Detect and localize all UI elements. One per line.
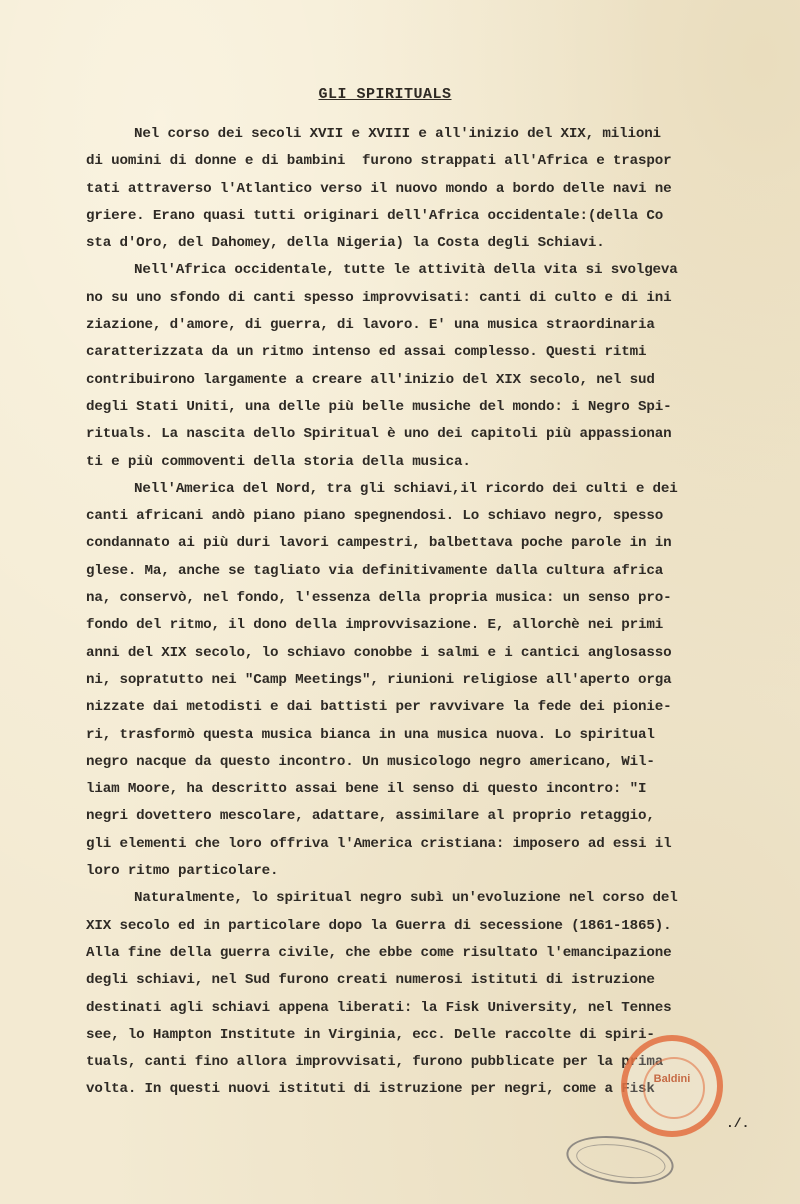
text-line: caratterizzata da un ritmo intenso ed assai complesso. Questi ritmi (86, 344, 647, 361)
text-line: contribuirono largamente a creare all'inizio del XIX secolo, nel sud (86, 371, 655, 388)
text-line: tati attraverso l'Atlantico verso il nuovo mondo a bordo delle navi ne (86, 180, 672, 197)
text-line: Nell'Africa occidentale, tutte le attività della vita si svolgeva (134, 262, 678, 279)
text-line: loro ritmo particolare. (86, 863, 279, 880)
text-line: condannato ai più duri lavori campestri, balbettava poche parole in in (86, 535, 672, 552)
archive-stamp-oval (563, 1130, 676, 1191)
text-line: glese. Ma, anche se tagliato via definitivamente dalla cultura africa (86, 562, 664, 579)
text-line: ni, sopratutto nei "Camp Meetings", riunioni religiose all'aperto orga (86, 671, 672, 688)
document-title: GLI SPIRITUALS (318, 86, 452, 103)
text-line: tuals, canti fino allora improvvisati, furono pubblicate per la prima (86, 1054, 664, 1071)
page-continuation-mark: ./. (726, 1116, 750, 1131)
text-line: ri, trasformò questa musica bianca in una musica nuova. Lo spiritual (86, 726, 655, 743)
text-line: XIX secolo ed in particolare dopo la Guerra di secessione (1861-1865). (86, 917, 672, 934)
library-stamp-round (621, 1035, 723, 1137)
text-line: ziazione, d'amore, di guerra, di lavoro. E' una musica straordinaria (86, 317, 655, 334)
text-line: gli elementi che loro offriva l'America cristiana: imposero ad essi il (86, 835, 672, 852)
text-line: Nell'America del Nord, tra gli schiavi,il ricordo dei culti e dei (134, 480, 678, 497)
text-line: negri dovettero mescolare, adattare, assimilare al proprio retaggio, (86, 808, 655, 825)
text-line: griere. Erano quasi tutti originari dell'Africa occidentale:(della Co (86, 207, 664, 224)
text-line: fondo del ritmo, il dono della improvvisazione. E, allorchè nei primi (86, 617, 664, 634)
text-line: sta d'Oro, del Dahomey, della Nigeria) la Costa degli Schiavi. (86, 235, 605, 252)
text-line: volta. In questi nuovi istituti di istruzione per negri, come a Fisk (86, 1081, 655, 1098)
text-line: na, conservò, nel fondo, l'essenza della propria musica: un senso pro- (86, 590, 672, 607)
text-line: see, lo Hampton Institute in Virginia, ecc. Delle raccolte di spiri- (86, 1026, 655, 1043)
text-line: Alla fine della guerra civile, che ebbe come risultato l'emancipazione (86, 944, 672, 961)
text-line: no su uno sfondo di canti spesso improvvisati: canti di culto e di ini (86, 289, 672, 306)
text-line: destinati agli schiavi appena liberati: la Fisk University, nel Tennes (86, 999, 672, 1016)
document-body (86, 121, 764, 1104)
text-line: ti e più commoventi della storia della musica. (86, 453, 471, 470)
text-line: liam Moore, ha descritto assai bene il senso di questo incontro: "I (86, 781, 647, 798)
text-line: rituals. La nascita dello Spiritual è uno dei capitoli più appassionan (86, 426, 672, 443)
oval-stamp-inner-ring (574, 1139, 668, 1183)
text-line: anni del XIX secolo, lo schiavo conobbe i salmi e i cantici anglosasso (86, 644, 672, 661)
text-line: nizzate dai metodisti e dai battisti per ravvivare la fede dei pionie- (86, 699, 672, 716)
text-line: degli Stati Uniti, una delle più belle musiche del mondo: i Negro Spi- (86, 398, 672, 415)
text-line: degli schiavi, nel Sud furono creati numerosi istituti di istruzione (86, 972, 655, 989)
text-line: negro nacque da questo incontro. Un musicologo negro americano, Wil- (86, 753, 655, 770)
stamp-text: Baldini (653, 1073, 691, 1085)
stamp-inner-ring (643, 1057, 705, 1119)
text-line: di uomini di donne e di bambini furono strappati all'Africa e traspor (86, 153, 672, 170)
text-line: Naturalmente, lo spiritual negro subì un'evoluzione nel corso del (134, 890, 678, 907)
text-line: canti africani andò piano piano spegnendosi. Lo schiavo negro, spesso (86, 508, 664, 525)
text-line: Nel corso dei secoli XVII e XVIII e all'inizio del XIX, milioni (134, 126, 661, 142)
